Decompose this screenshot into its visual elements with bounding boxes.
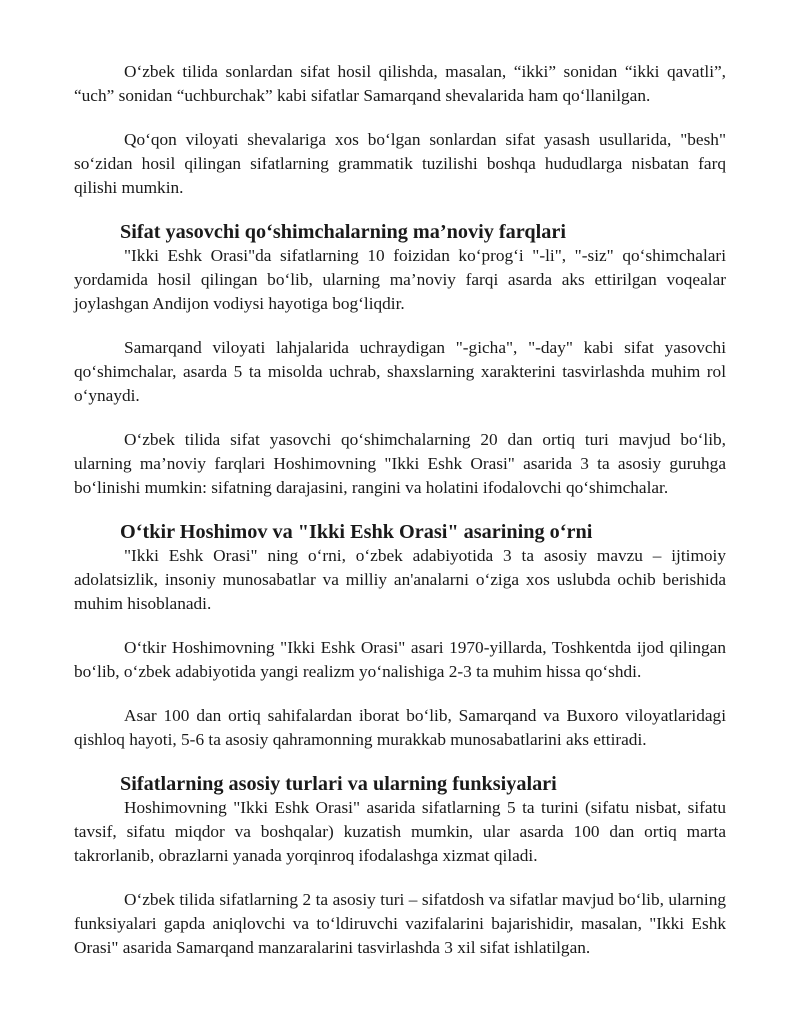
section-heading: Sifatlarning asosiy turlari va ularning funksiyalari <box>120 773 557 795</box>
paragraph: O‘zbek tilida sonlardan sifat hosil qilishda, masalan, “ikki” sonidan “ikki qavatli”, “uch” sonidan “uchburchak” kabi sifatlar Samarqand shevalarida ham qo‘llanilgan. <box>74 62 726 105</box>
paragraph: "Ikki Eshk Orasi" ning o‘rni, o‘zbek adabiyotida 3 ta asosiy mavzu – ijtimoiy adolatsizlik, insoniy munosabatlar va milliy an'analarni o‘ziga xos uslubda ochib berishida muhim hisoblanadi. <box>74 546 726 613</box>
section-heading: Sifat yasovchi qo‘shimchalarning ma’noviy farqlari <box>120 221 566 243</box>
paragraph: Samarqand viloyati lahjalarida uchraydigan "-gicha", "-day" kabi sifat yasovchi qo‘shimchalar, asarda 5 ta misolda uchrab, shaxslarning xarakterini tasvirlashda muhim rol o‘ynaydi. <box>74 338 726 405</box>
paragraph: O‘tkir Hoshimovning "Ikki Eshk Orasi" asari 1970-yillarda, Toshkentda ijod qilingan bo‘lib, o‘zbek adabiyotida yangi realizm yo‘nalishiga 2-3 ta muhim hissa qo‘shdi. <box>74 638 726 681</box>
paragraph: Asar 100 dan ortiq sahifalardan iborat bo‘lib, Samarqand va Buxoro viloyatlaridagi qishloq hayoti, 5-6 ta asosiy qahramonning murakkab munosabatlarini aks ettiradi. <box>74 706 726 749</box>
paragraph: O‘zbek tilida sifatlarning 2 ta asosiy turi – sifatdosh va sifatlar mavjud bo‘lib, ularning funksiyalari gapda aniqlovchi va to‘ldiruvchi vazifalarini bajarishidir, masalan, "Ikki Eshk Orasi" asarida Samarqand manzaralarini tasvirlashda 3 xil sifat ishlatilgan. <box>74 890 726 957</box>
paragraph: Qo‘qon viloyati shevalariga xos bo‘lgan sonlardan sifat yasash usullarida, "besh" so‘zidan hosil qilingan sifatlarning grammatik tuzilishi boshqa hududlarga nisbatan farq qilishi mumkin. <box>74 130 726 197</box>
document-page <box>74 60 726 980</box>
paragraph: "Ikki Eshk Orasi"da sifatlarning 10 foizidan ko‘prog‘i "-li", "-siz" qo‘shimchalari yordamida hosil qilingan bo‘lib, ularning ma’noviy farqi asarda aks ettirilgan voqealar joylashgan Andijon vodiysi hayotiga bog‘liqdir. <box>74 246 726 313</box>
section-heading: O‘tkir Hoshimov va "Ikki Eshk Orasi" asarining o‘rni <box>120 521 593 543</box>
paragraph: Hoshimovning "Ikki Eshk Orasi" asarida sifatlarning 5 ta turini (sifatu nisbat, sifatu tavsif, sifatu miqdor va boshqalar) kuzatish mumkin, ular asarda 100 dan ortiq marta takrorlanib, obrazlarni yanada yorqinroq ifodalashga xizmat qiladi. <box>74 798 726 865</box>
paragraph: O‘zbek tilida sifat yasovchi qo‘shimchalarning 20 dan ortiq turi mavjud bo‘lib, ularning ma’noviy farqlari Hoshimovning "Ikki Eshk Orasi" asarida 3 ta asosiy guruhga bo‘linishi mumkin: sifatning darajasini, rangini va holatini ifodalovchi qo‘shimchalar. <box>74 430 726 497</box>
